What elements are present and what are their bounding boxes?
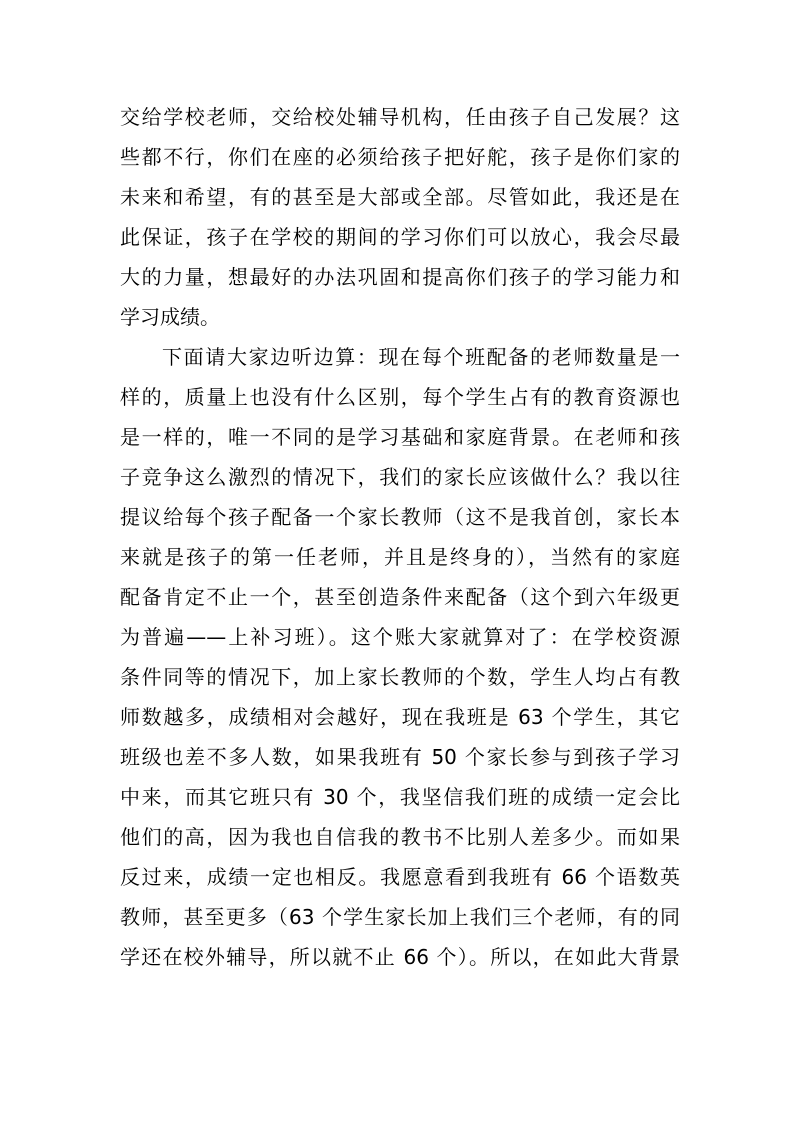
text-line: 大的力量，想最好的办法巩固和提高你们孩子的学习能力和 xyxy=(120,265,680,289)
text-line: 此保证，孩子在学校的期间的学习你们可以放心，我会尽最 xyxy=(120,225,680,249)
text-line: 条件同等的情况下，加上家长教师的个数，学生人均占有教 xyxy=(120,665,680,689)
text-line: 班级也差不多人数，如果我班有 50 个家长参与到孩子学习 xyxy=(120,745,680,769)
paragraph-2 xyxy=(120,337,680,977)
text-line: 学还在校外辅导，所以就不止 66 个）。所以，在如此大背景 xyxy=(120,945,680,969)
text-line: 教师，甚至更多（63 个学生家长加上我们三个老师，有的同 xyxy=(120,905,680,929)
text-line: 是一样的，唯一不同的是学习基础和家庭背景。在老师和孩 xyxy=(120,425,680,449)
text-line: 反过来，成绩一定也相反。我愿意看到我班有 66 个语数英 xyxy=(120,865,680,889)
text-line: 子竞争这么激烈的情况下，我们的家长应该做什么？我以往 xyxy=(120,465,680,489)
text-line: 下面请大家边听边算：现在每个班配备的老师数量是一 xyxy=(162,345,680,369)
text-line: 交给学校老师，交给校处辅导机构，任由孩子自己发展？这 xyxy=(120,105,680,129)
text-line: 样的，质量上也没有什么区别，每个学生占有的教育资源也 xyxy=(120,385,680,409)
text-line: 些都不行，你们在座的必须给孩子把好舵，孩子是你们家的 xyxy=(120,145,680,169)
text-line: 未来和希望，有的甚至是大部或全部。尽管如此，我还是在 xyxy=(120,185,680,209)
text-line: 提议给每个孩子配备一个家长教师（这不是我首创，家长本 xyxy=(120,505,680,529)
text-line: 师数越多，成绩相对会越好，现在我班是 63 个学生，其它 xyxy=(120,705,680,729)
text-line: 配备肯定不止一个，甚至创造条件来配备（这个到六年级更 xyxy=(120,585,680,609)
paragraph-1 xyxy=(120,97,680,337)
text-line: 中来，而其它班只有 30 个，我坚信我们班的成绩一定会比 xyxy=(120,785,680,809)
text-line: 来就是孩子的第一任老师，并且是终身的），当然有的家庭 xyxy=(120,545,680,569)
text-line: 他们的高，因为我也自信我的教书不比别人差多少。而如果 xyxy=(120,825,680,849)
text-line: 为普遍——上补习班）。这个账大家就算对了：在学校资源 xyxy=(120,625,680,649)
text-line: 学习成绩。 xyxy=(120,305,220,329)
